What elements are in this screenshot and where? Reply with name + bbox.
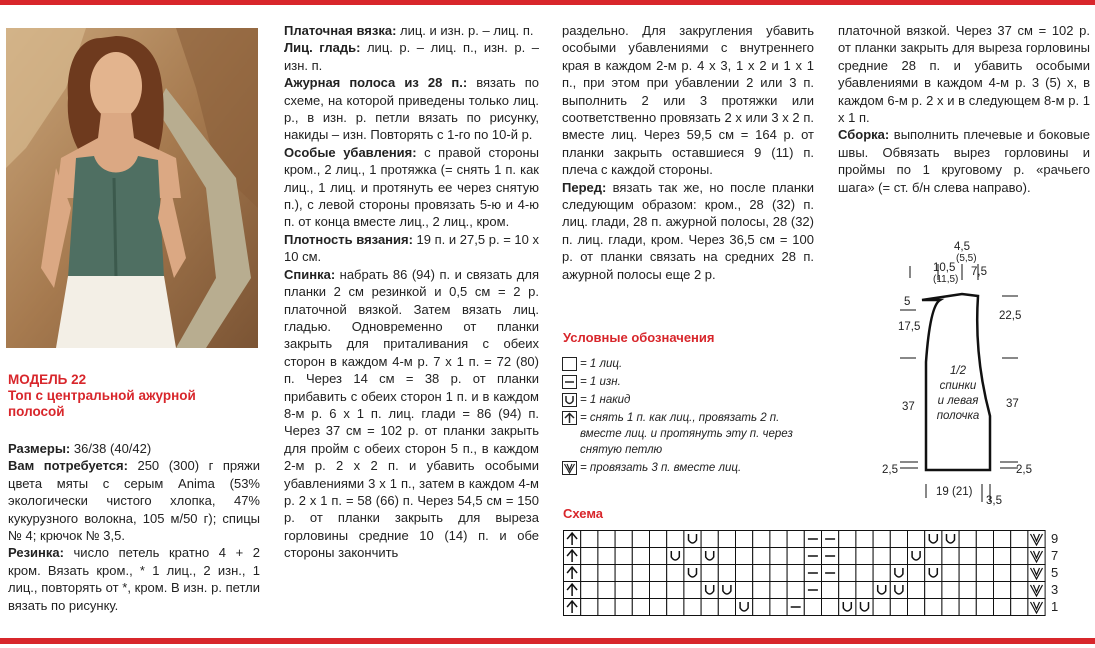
chart-cell [994,531,1011,548]
text-column-1 [8,440,260,614]
text-column-2 [284,22,539,562]
lace-text: вязать по схеме, на которой приведены только лиц. р., в изн. р. петли вязать по рисунку, накиды – изн. Повторять с 1-го по 10-й р. [284,75,539,143]
chart-cell [667,599,684,616]
chart-cell [650,582,667,599]
chart-cell [959,582,976,599]
chart-cell [976,565,993,582]
chart-cell [925,531,942,548]
chart-cell [770,599,787,616]
chart-cell [684,531,701,548]
chart-cell [632,531,649,548]
dim-bottom-3-5: 3,5 [986,495,1002,507]
chart-cell [908,582,925,599]
chart-cell [787,582,804,599]
model-subtitle-line-2: полосой [8,404,65,419]
chart-cell [822,599,839,616]
chart-cell [718,548,735,565]
chart-cell [581,599,598,616]
assembly-label: Сборка: [838,127,890,143]
decreases-label: Особые убавления: [284,144,417,160]
legend-item [562,392,822,408]
dim-right-22-5: 22,5 [999,310,1022,322]
chart-cell [976,548,993,565]
chart-cell [581,531,598,548]
chart-cell [598,531,615,548]
chart-cell [925,599,942,616]
chart-cell [925,548,942,565]
chart-cell [753,548,770,565]
chart-cell [650,531,667,548]
chart-cell [890,565,907,582]
chart-cell [994,599,1011,616]
assembly-paragraph [838,126,1090,196]
garter-paragraph [284,22,539,39]
chart-cell [753,599,770,616]
chart-cell [890,582,907,599]
gauge-text: 19 п. и 27,5 р. = 10 х 10 см. [284,231,539,265]
purl-symbol-icon [562,375,577,389]
rib-label: Резинка: [8,545,64,561]
legend-title: Условные обозначения [563,330,715,345]
garter-label: Платочная вязка: [284,23,397,38]
knit-symbol-icon [562,357,577,371]
chart-cell [959,565,976,582]
chart-cell [684,599,701,616]
legend-item-text: = провязать 3 п. вместе лиц. [580,462,742,474]
chart-cell [615,548,632,565]
chart-cell [804,599,821,616]
chart-cell [856,582,873,599]
chart-cell [753,565,770,582]
chart-cell [873,548,890,565]
chart-cell [753,582,770,599]
gauge-paragraph [284,231,539,266]
chart-cell [959,531,976,548]
back-text: набрать 86 (94) п. и связать для планки 2 см резинкой и 0,5 см = 2 р. платочной вязкой. Затем вязать лиц. гладью. Одновременно от планки закрыть для приталивания с обеих сторон в каждом 4-м р. 7 х 1 п. = 72 (80) п. Через 14 см = 38 р. от планки прибавить с обеих сторон 1 п. и в каждом 8-м р. 6 х 1 п. лиц. глади = 86 (94) п. Через 37 см = 102 р. от планки закрыть для пройм с обеих сторон 5 п., в каждом 2-м р. 2 х 2 п. и убавить особыми убавлениями 3 х 1 п., затем в каждом 4-м р. 2 х 1 п. = 58 (66) п. Через 54,5 см = 150 р. от планки закрыть для выреза горловины средние 10 (14) п. и обе стороны закончить [284,266,539,561]
dim-right-2-5: 2,5 [1016,464,1032,476]
chart-cell [598,565,615,582]
dim-left-2-5: 2,5 [882,464,898,476]
chart-cell [736,565,753,582]
chart-cell [701,531,718,548]
chart-cell [839,548,856,565]
legend-item-text: = снять 1 п. как лиц., провязать 2 п. вместе лиц. и протянуть эту п. через снятую петлю [580,412,793,456]
chart-cell [667,531,684,548]
chart-cell [581,582,598,599]
decreases-text: с правой стороны кром., 2 лиц., 1 протяжка (= снять 1 п. как лиц., 1 лиц. и протянуть ее через снятую п.), с левой стороны провязать 5-ю и 4-ю п. от конца вместе лиц., 2 лиц., кром. [284,144,539,230]
chart-cell [632,565,649,582]
dim-left-5: 5 [904,296,911,308]
chart-cell [908,599,925,616]
chart-cell [890,548,907,565]
chart-cell [615,582,632,599]
chart-cell [684,565,701,582]
back-continued-paragraph: раздельно. Для закругления убавить особыми убавлениями с внутреннего края в каждом 2-м р. 4 х 3, 1 х 2 и 1 х 1 п., при этом при убавлении 2 или 3 п. выполнить 2 или 3 протяжки или соответственно провязать 2 х или 3 х 2 п. вместе лиц. Через 59,5 см = 164 р. от планки закрыть оставшиеся 9 (11) п. плеча с каждой стороны. [562,23,814,178]
chart-cell [667,582,684,599]
chart-cell [787,565,804,582]
model-subtitle-line-1: Топ с центральной ажурной [8,388,196,403]
chart-cell [908,565,925,582]
chart-cell [873,599,890,616]
back-label: Спинка: [284,266,336,282]
assembly-text: выполнить плечевые и боковые швы. Обвязать вырез горловины и проймы по 1 круговому р. «рачьего шага» (= ст. б/н слева направо). [838,127,1090,195]
chart-cell [994,548,1011,565]
chart-cell [890,599,907,616]
chart-cell [856,565,873,582]
front-label: Перед: [562,179,607,195]
lace-label: Ажурная полоса из 28 п.: [284,75,468,91]
chart-cell [753,531,770,548]
chart-cell [736,599,753,616]
legend-item [562,410,822,458]
front-text: вязать так же, но после планки следующим образом: кром., 28 (32) п. лиц. глади, 28 п. ажурной полосы, 28 (32) п. лиц. глади, кром. Через 36,5 см = 100 р. от планки связать на средних 28 п. ажурной полосы еще 2 р. [562,179,814,282]
dim-right-37: 37 [1006,398,1019,410]
chart-cell [718,582,735,599]
schema-title: Схема [563,506,604,521]
chart-cell [839,531,856,548]
chart-cell [598,599,615,616]
chart-cell [632,599,649,616]
dim-bottom-19: 19 (21) [936,486,973,498]
row-number: 3 [1051,582,1059,597]
chart-cell [942,599,959,616]
dim-left-17-5: 17,5 [898,321,921,333]
row-number: 7 [1051,548,1059,563]
center-label-line: полочка [936,410,980,422]
chart-cell [1011,531,1028,548]
chart-cell [701,582,718,599]
dim-top-10-5: 10,5 [933,262,956,274]
dim-top-11-5: (11,5) [933,274,959,285]
chart-cell [976,531,993,548]
chart-row-numbers [1051,530,1058,615]
text-column-3 [562,22,814,283]
chart-cell [650,548,667,565]
chart-cell [1011,565,1028,582]
bottom-red-bar [0,638,1095,644]
front-continued-paragraph: платочной вязкой. Через 37 см = 102 р. от планки закрыть для выреза горловины средние 28 п. и убавить особыми убавлениями в каждом 4-м р. 3 (5) х, в каждом 6-м р. 2 х и в следующем 8-м р. 1 х 1 п. [838,23,1090,126]
chart-cell [598,548,615,565]
chart-cell [650,599,667,616]
chart-cell [873,582,890,599]
legend-item [562,374,822,390]
front-paragraph [562,179,814,283]
chart-cell [942,565,959,582]
dim-left-37: 37 [902,401,915,413]
chart-cell [787,531,804,548]
chart-cell [959,548,976,565]
pattern-diagram [878,236,1078,516]
chart-cell [770,565,787,582]
chart-cell [736,582,753,599]
model-heading [8,372,258,420]
chart-cell [925,565,942,582]
center-label-line: и левая [937,395,979,407]
legend-item [562,356,822,372]
top-red-bar [0,0,1095,5]
sizes-text: 36/38 (40/42) [70,441,152,456]
chart-cell [718,599,735,616]
diagram-center-label [928,364,988,424]
chart-cell [822,582,839,599]
center-label-line: спинки [939,380,977,392]
chart-cell [976,582,993,599]
chart-cell [856,599,873,616]
chart-cell [873,565,890,582]
chart-cell [718,565,735,582]
garter-text: лиц. и изн. р. – лиц. п. [396,23,534,38]
row-number: 5 [1051,565,1059,580]
chart-cell [994,582,1011,599]
gauge-label: Плотность вязания: [284,231,413,247]
chart-cell [736,531,753,548]
dim-top-5-5: (5,5) [956,253,977,264]
legend [562,356,822,478]
chart-cell [856,531,873,548]
text-column-4 [838,22,1090,196]
sizes-paragraph [8,440,260,457]
yarn-over-symbol-icon [562,393,577,407]
chart-cell [718,531,735,548]
stockinette-label: Лиц. гладь: [284,40,361,56]
chart-cell [667,548,684,565]
chart-cell [942,548,959,565]
sizes-label: Размеры: [8,441,71,456]
legend-item-text: = 1 лиц. [580,358,623,370]
legend-item [562,460,822,476]
chart-cell [908,548,925,565]
chart-cell [736,548,753,565]
chart-cell [839,565,856,582]
row-number: 1 [1051,599,1059,614]
chart-cell [770,531,787,548]
lace-paragraph [284,74,539,144]
chart-cell [873,531,890,548]
chart-cell [1011,599,1028,616]
chart-cell [925,582,942,599]
chart-cell [684,548,701,565]
model-title: МОДЕЛЬ 22 [8,372,87,387]
chart-cell [701,565,718,582]
slip-decrease-symbol-icon [562,411,577,425]
chart-cell [667,565,684,582]
dim-top-7-5: 7,5 [971,266,987,278]
chart-cell [839,599,856,616]
chart-cell [1011,582,1028,599]
chart-cell [701,599,718,616]
knitting-chart [563,530,1047,622]
chart-cell [598,582,615,599]
chart-cell [615,565,632,582]
model-photo [6,28,258,348]
chart-cell [787,548,804,565]
chart-cell [770,582,787,599]
materials-label: Вам потребуется: [8,458,128,474]
chart-cell [1011,548,1028,565]
stockinette-text: лиц. р. – лиц. п., изн. р. – изн. п. [284,40,540,73]
chart-cell [615,531,632,548]
dim-top-4-5: 4,5 [954,241,970,253]
chart-cell [942,531,959,548]
rib-text: число петель кратно 4 + 2 кром. Вязать кром., * 1 лиц., 2 изн., 1 лиц., повторять от *, кром. В изн. р. петли вязать по рисунку. [8,545,260,613]
chart-cell [581,565,598,582]
chart-cell [701,548,718,565]
chart-cell [839,582,856,599]
k3tog-symbol-icon [562,461,577,475]
chart-cell [959,599,976,616]
back-paragraph [284,266,539,562]
chart-cell [942,582,959,599]
chart-cell [684,582,701,599]
chart-cell [908,531,925,548]
chart-cell [994,565,1011,582]
chart-cell [615,599,632,616]
chart-cell [650,565,667,582]
materials-paragraph [8,457,260,544]
legend-item-text: = 1 накид [580,394,631,406]
decreases-paragraph [284,144,539,231]
stockinette-paragraph [284,39,539,74]
chart-cell [856,548,873,565]
chart-cell [581,548,598,565]
chart-cell [632,582,649,599]
chart-cell [976,599,993,616]
chart-cell [632,548,649,565]
chart-cell [770,548,787,565]
chart-cell [890,531,907,548]
materials-text: 250 (300) г пряжи цвета мяты с серым Anima (53% экологически чистого хлопка, 47% кукурузного волокна, 105 м/50 г); спицы № 4; крючок № 3,5. [8,458,260,544]
legend-item-text: = 1 изн. [580,376,621,388]
center-label-line: 1/2 [950,365,966,377]
row-number: 9 [1051,531,1059,546]
rib-paragraph [8,544,260,614]
